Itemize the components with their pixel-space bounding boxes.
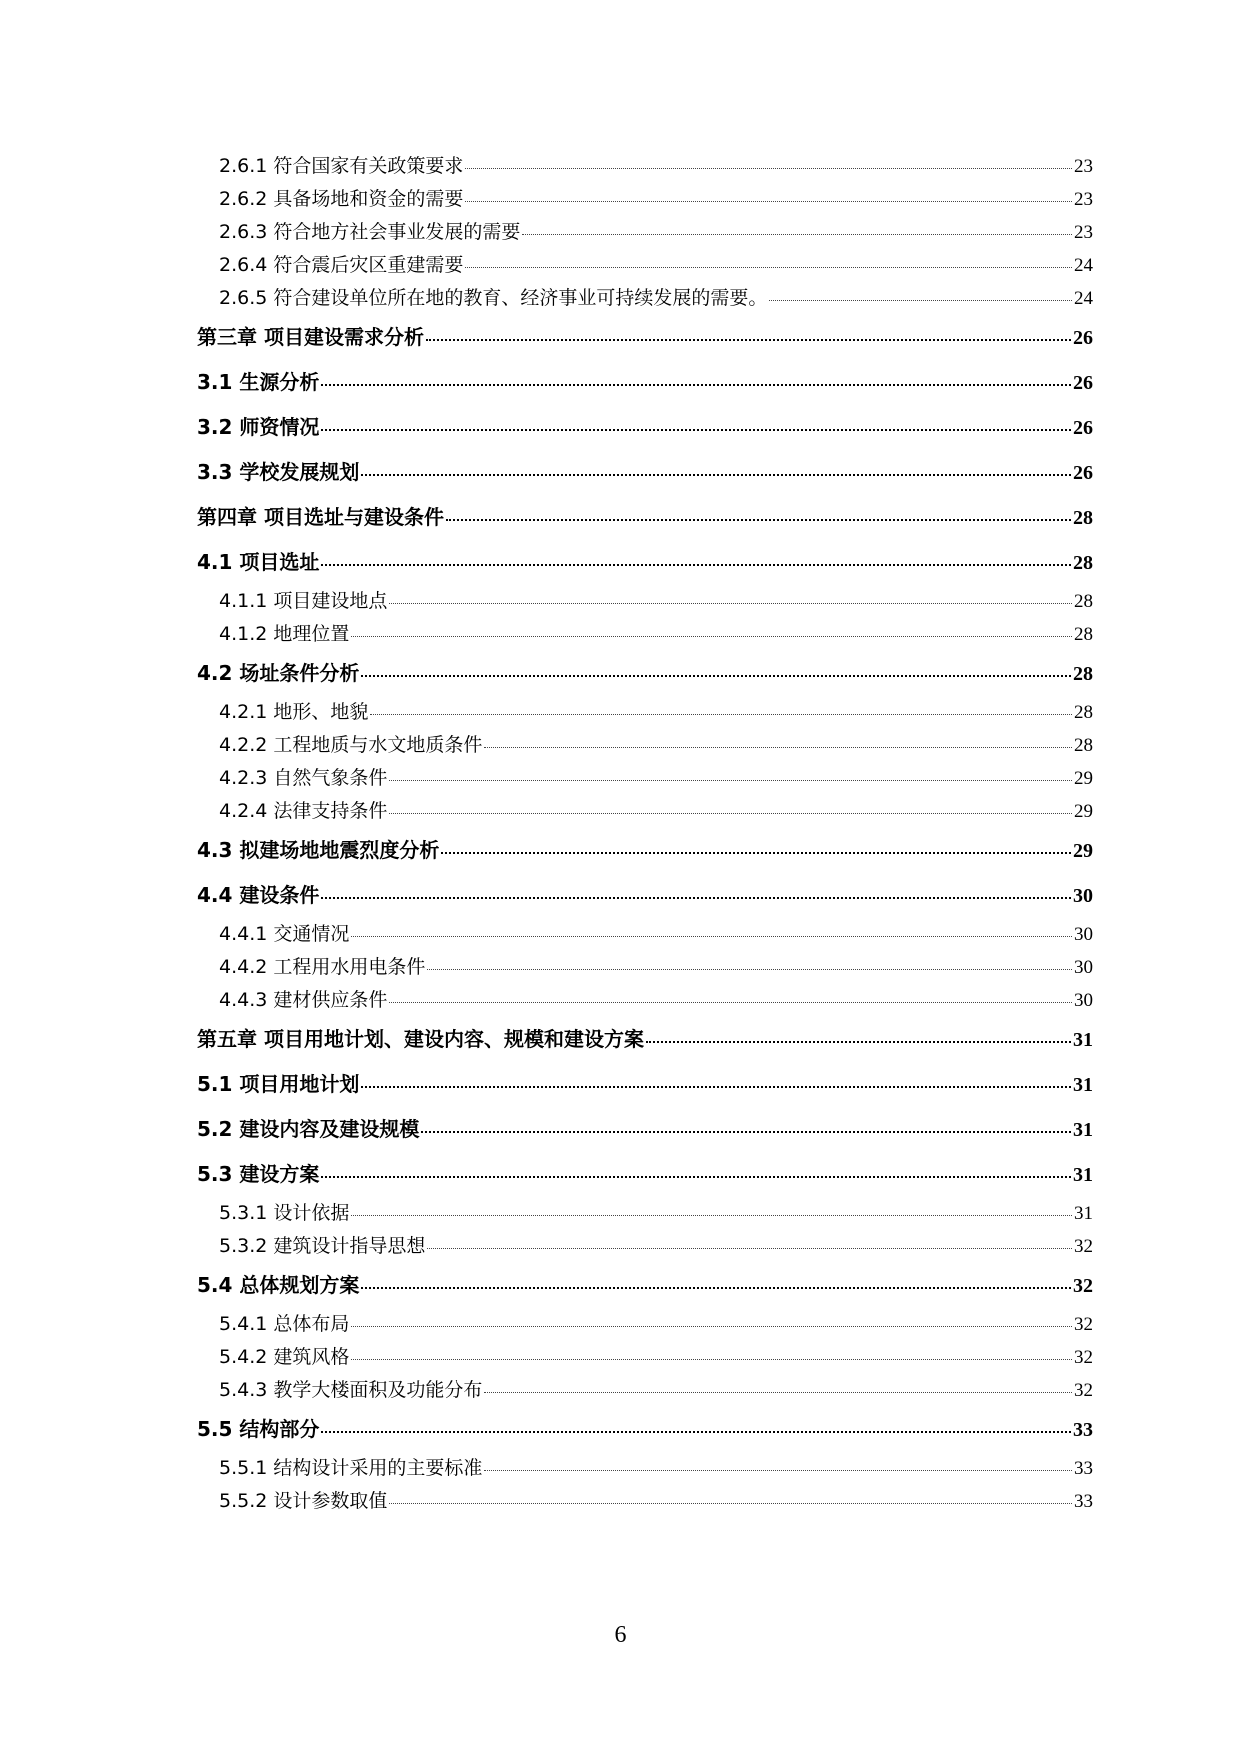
- toc-subentry[interactable]: [197, 282, 1093, 315]
- toc-entry-page-number: 30: [1074, 957, 1093, 978]
- toc-subentry[interactable]: [197, 1230, 1093, 1263]
- toc-heading[interactable]: [197, 873, 1093, 918]
- dot-leader: [321, 1176, 1071, 1178]
- toc-entry-page-number: 28: [1073, 663, 1093, 685]
- toc-entry-page-number: 29: [1073, 840, 1093, 862]
- toc-entry-page-number: 32: [1073, 1275, 1093, 1297]
- dot-leader: [484, 1392, 1072, 1393]
- toc-subentry[interactable]: [197, 1341, 1093, 1374]
- dot-leader: [389, 1002, 1072, 1003]
- dot-leader: [351, 1215, 1072, 1216]
- toc-subentry[interactable]: [197, 150, 1093, 183]
- dot-leader: [389, 1503, 1072, 1504]
- toc-entry-page-number: 32: [1074, 1347, 1093, 1368]
- toc-entry-page-number: 30: [1074, 990, 1093, 1011]
- dot-leader: [522, 234, 1072, 235]
- dot-leader: [361, 1086, 1071, 1088]
- toc-entry-page-number: 33: [1074, 1458, 1093, 1479]
- toc-heading[interactable]: [197, 360, 1093, 405]
- toc-heading[interactable]: [197, 1407, 1093, 1452]
- toc-entry-page-number: 29: [1074, 768, 1093, 789]
- toc-entry-title: 5.1 项目用地计划: [197, 1072, 360, 1096]
- toc-heading[interactable]: [197, 315, 1093, 360]
- dot-leader: [426, 339, 1071, 341]
- toc-entry-title: 5.3.2 建筑设计指导思想: [219, 1235, 426, 1257]
- dot-leader: [441, 852, 1071, 854]
- toc-entry-title: 5.3 建设方案: [197, 1162, 320, 1186]
- page-number: 6: [614, 1622, 627, 1648]
- toc-entry-title: 3.3 学校发展规划: [197, 460, 360, 484]
- toc-entry-page-number: 31: [1073, 1164, 1093, 1186]
- toc-entry-page-number: 28: [1074, 591, 1093, 612]
- toc-entry-title: 2.6.2 具备场地和资金的需要: [219, 188, 464, 210]
- toc-entry-title: 4.2.4 法律支持条件: [219, 800, 388, 822]
- toc-entry-page-number: 33: [1073, 1419, 1093, 1441]
- dot-leader: [484, 1470, 1072, 1471]
- toc-entry-page-number: 28: [1074, 735, 1093, 756]
- dot-leader: [321, 1431, 1071, 1433]
- toc-subentry[interactable]: [197, 729, 1093, 762]
- toc-entry-title: 第五章 项目用地计划、建设内容、规模和建设方案: [197, 1027, 644, 1051]
- toc-subentry[interactable]: [197, 951, 1093, 984]
- dot-leader: [351, 936, 1072, 937]
- toc-entry-page-number: 31: [1073, 1074, 1093, 1096]
- toc-heading[interactable]: [197, 1017, 1093, 1062]
- toc-subentry[interactable]: [197, 1452, 1093, 1485]
- toc-entry-title: 4.4 建设条件: [197, 883, 320, 907]
- toc-subentry[interactable]: [197, 696, 1093, 729]
- dot-leader: [427, 969, 1072, 970]
- toc-entry-title: 5.3.1 设计依据: [219, 1202, 350, 1224]
- dot-leader: [769, 300, 1072, 301]
- toc-subentry[interactable]: [197, 249, 1093, 282]
- toc-entry-title: 5.4.2 建筑风格: [219, 1346, 350, 1368]
- toc-heading[interactable]: [197, 540, 1093, 585]
- toc-entry-page-number: 28: [1074, 702, 1093, 723]
- toc-entry-page-number: 26: [1073, 417, 1093, 439]
- toc-entry-title: 4.2.3 自然气象条件: [219, 767, 388, 789]
- toc-entry-title: 5.5.2 设计参数取值: [219, 1490, 388, 1512]
- toc-entry-page-number: 31: [1073, 1029, 1093, 1051]
- dot-leader: [351, 1359, 1072, 1360]
- toc-subentry[interactable]: [197, 1308, 1093, 1341]
- dot-leader: [321, 384, 1071, 386]
- toc-entry-title: 5.4.3 教学大楼面积及功能分布: [219, 1379, 483, 1401]
- toc-entry-page-number: 32: [1074, 1380, 1093, 1401]
- toc-entry-title: 2.6.1 符合国家有关政策要求: [219, 155, 464, 177]
- toc-entry-title: 5.5 结构部分: [197, 1417, 320, 1441]
- table-of-contents: [197, 150, 1093, 1518]
- toc-entry-page-number: 24: [1074, 288, 1093, 309]
- toc-entry-title: 4.4.3 建材供应条件: [219, 989, 388, 1011]
- dot-leader: [361, 675, 1071, 677]
- toc-entry-title: 4.4.2 工程用水用电条件: [219, 956, 426, 978]
- dot-leader: [446, 519, 1071, 521]
- toc-entry-title: 5.5.1 结构设计采用的主要标准: [219, 1457, 483, 1479]
- dot-leader: [321, 564, 1071, 566]
- toc-subentry[interactable]: [197, 216, 1093, 249]
- dot-leader: [321, 897, 1071, 899]
- toc-entry-title: 第四章 项目选址与建设条件: [197, 505, 444, 529]
- toc-entry-page-number: 23: [1074, 222, 1093, 243]
- toc-subentry[interactable]: [197, 618, 1093, 651]
- toc-entry-title: 2.6.4 符合震后灾区重建需要: [219, 254, 464, 276]
- toc-entry-page-number: 23: [1074, 156, 1093, 177]
- dot-leader: [421, 1131, 1071, 1133]
- dot-leader: [465, 201, 1072, 202]
- dot-leader: [321, 429, 1071, 431]
- toc-entry-page-number: 26: [1073, 327, 1093, 349]
- toc-entry-title: 4.2.1 地形、地貌: [219, 701, 369, 723]
- toc-heading[interactable]: [197, 828, 1093, 873]
- toc-entry-page-number: 29: [1074, 801, 1093, 822]
- toc-entry-page-number: 32: [1074, 1314, 1093, 1335]
- toc-entry-page-number: 31: [1073, 1119, 1093, 1141]
- toc-heading[interactable]: [197, 1107, 1093, 1152]
- toc-entry-title: 4.1.1 项目建设地点: [219, 590, 388, 612]
- dot-leader: [465, 168, 1072, 169]
- toc-subentry[interactable]: [197, 183, 1093, 216]
- toc-entry-title: 3.1 生源分析: [197, 370, 320, 394]
- toc-entry-page-number: 33: [1074, 1491, 1093, 1512]
- toc-entry-page-number: 32: [1074, 1236, 1093, 1257]
- toc-entry-title: 4.2 场址条件分析: [197, 661, 360, 685]
- toc-entry-title: 5.4 总体规划方案: [197, 1273, 360, 1297]
- toc-heading[interactable]: [197, 450, 1093, 495]
- dot-leader: [427, 1248, 1072, 1249]
- toc-subentry[interactable]: [197, 585, 1093, 618]
- toc-subentry[interactable]: [197, 1197, 1093, 1230]
- toc-entry-page-number: 23: [1074, 189, 1093, 210]
- dot-leader: [389, 780, 1072, 781]
- toc-heading[interactable]: [197, 1263, 1093, 1308]
- toc-entry-page-number: 26: [1073, 372, 1093, 394]
- dot-leader: [351, 1326, 1072, 1327]
- toc-subentry[interactable]: [197, 918, 1093, 951]
- toc-entry-title: 4.2.2 工程地质与水文地质条件: [219, 734, 483, 756]
- toc-entry-page-number: 30: [1074, 924, 1093, 945]
- toc-heading[interactable]: [197, 495, 1093, 540]
- toc-heading[interactable]: [197, 1062, 1093, 1107]
- toc-entry-page-number: 28: [1074, 624, 1093, 645]
- toc-entry-title: 4.1 项目选址: [197, 550, 320, 574]
- toc-entry-title: 5.4.1 总体布局: [219, 1313, 350, 1335]
- toc-entry-page-number: 28: [1073, 552, 1093, 574]
- toc-subentry[interactable]: [197, 984, 1093, 1017]
- toc-entry-title: 2.6.3 符合地方社会事业发展的需要: [219, 221, 521, 243]
- toc-subentry[interactable]: [197, 1374, 1093, 1407]
- toc-heading[interactable]: [197, 405, 1093, 450]
- toc-entry-page-number: 31: [1074, 1203, 1093, 1224]
- toc-entry-page-number: 28: [1073, 507, 1093, 529]
- toc-entry-title: 第三章 项目建设需求分析: [197, 325, 424, 349]
- dot-leader: [361, 1287, 1071, 1289]
- dot-leader: [389, 813, 1072, 814]
- toc-entry-title: 2.6.5 符合建设单位所在地的教育、经济事业可持续发展的需要。: [219, 287, 768, 309]
- toc-entry-title: 4.4.1 交通情况: [219, 923, 350, 945]
- toc-heading[interactable]: [197, 651, 1093, 696]
- dot-leader: [370, 714, 1072, 715]
- toc-entry-title: 5.2 建设内容及建设规模: [197, 1117, 420, 1141]
- toc-entry-page-number: 30: [1073, 885, 1093, 907]
- toc-heading[interactable]: [197, 1152, 1093, 1197]
- dot-leader: [361, 474, 1071, 476]
- dot-leader: [389, 603, 1072, 604]
- toc-entry-page-number: 26: [1073, 462, 1093, 484]
- dot-leader: [646, 1041, 1071, 1043]
- toc-subentry[interactable]: [197, 795, 1093, 828]
- toc-entry-title: 4.1.2 地理位置: [219, 623, 350, 645]
- toc-entry-title: 4.3 拟建场地地震烈度分析: [197, 838, 440, 862]
- toc-subentry[interactable]: [197, 1485, 1093, 1518]
- toc-entry-title: 3.2 师资情况: [197, 415, 320, 439]
- dot-leader: [465, 267, 1072, 268]
- toc-entry-page-number: 24: [1074, 255, 1093, 276]
- dot-leader: [351, 636, 1072, 637]
- dot-leader: [484, 747, 1072, 748]
- toc-subentry[interactable]: [197, 762, 1093, 795]
